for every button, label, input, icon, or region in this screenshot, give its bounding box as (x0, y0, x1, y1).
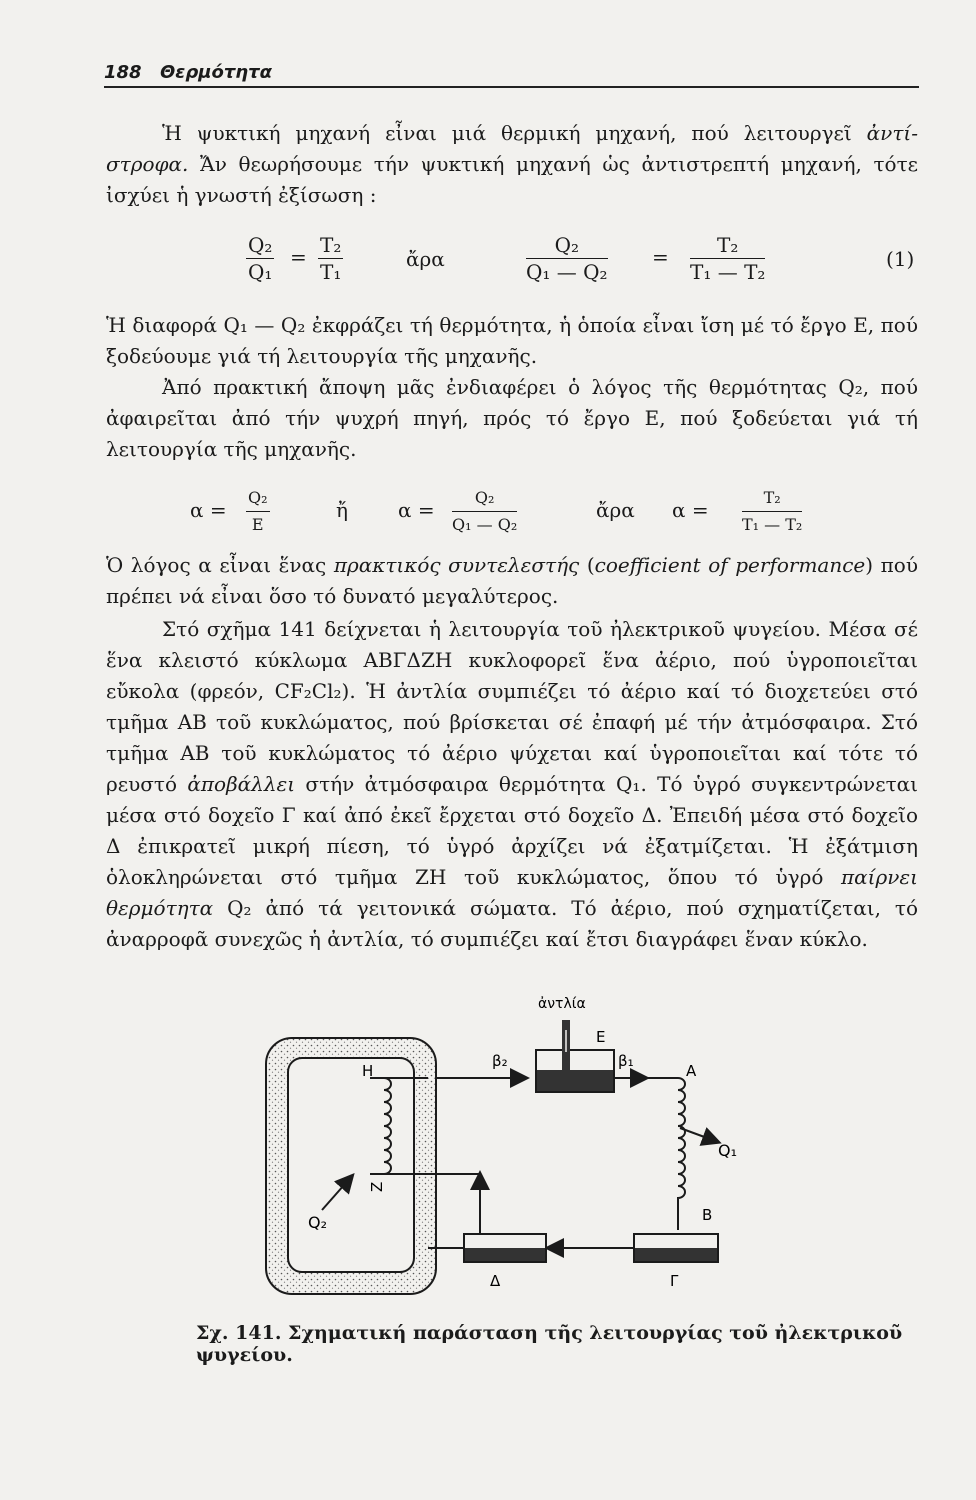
figure-paragraph: Στό σχῆμα 141 δείχνεται ἡ λειτουργία τοῦ ἠλεκτρικοῦ ψυγείου. Μέσα σέ ἕνα κλειστό κύκλωμα ΑΒΓΔΖΗ κυκλοφορεῖ ἕνα ἀέριο, πού ὑγροποιεῖται εὔκολα (φρεόν, CF₂Cl₂). Ἡ ἀντλία συμπιέζει τό ἀέριο καί τό διοχετεύει στό τμῆμα ΑΒ τοῦ κυκλώματος, πού βρίσκεται σέ ἐπαφή μέ τήν ἀτμόσφαιρα. Στό τμῆμα ΑΒ τοῦ κυκλώματος τό ἀέριο ψύχεται καί ὑγροποιεῖται καί τότε τό ρευστό ἀποβάλλει στήν ἀτμόσφαιρα θερμότητα Q₁. Τό ὑγρό συγκεντρώνεται μέσα στό δοχεῖο Γ καί ἀπό ἐκεῖ ἔρχεται στό δοχεῖο Δ. Ἐπειδή μέσα στό δοχεῖο Δ ἐπικρατεῖ μικρή πίεση, τό ὑγρό ἀρχίζει νά ἐξατμίζεται. Ἡ ἐξάτμιση ὁλοκληρώνεται στό τμῆμα ΖΗ τοῦ κυκλώματος, ὅπου τό ὑγρό παίρνει θερμότητα Q₂ ἀπό τά γειτονικά σώματα. Τό ἀέριο, πού σχηματίζεται, τό ἀναρροφᾶ συνεχῶς ἡ ἀντλία, τό συμπιέζει καί ἔτσι διαγράφει ἕναν κύκλο. (106, 617, 918, 951)
label-Delta: Δ (490, 1272, 501, 1290)
intro-text-2: Ἄν θεωρήσουμε τήν ψυκτική μηχανή ὡς ἀντιστρεπτή μηχανή, τότε ἰσχύει ἡ γνωστή ἐξίσωση : (106, 152, 918, 207)
eq2-or: ἤ (336, 498, 348, 522)
label-B: B (702, 1206, 713, 1224)
eq2-frac-t2-t1t2: $\frac{\text{T₂}}{\text{T₁ — T₂}}$ (742, 485, 802, 538)
label-Q1: Q₁ (718, 1141, 738, 1160)
figure-italic-1: ἀποβάλλει (187, 772, 296, 796)
coefficient-italic: πρακτικός συντελεστής (333, 553, 580, 577)
q1-arrow (680, 1128, 718, 1142)
eq1-number: (1) (886, 247, 915, 271)
eq1-frac-t2-t1: $\frac{\text{T₂}}{\text{T₁}}$ (320, 233, 342, 284)
refrigerator-diagram (250, 990, 750, 1315)
eq1-frac-q2-q1q2: $\frac{\text{Q₂}}{\text{Q₁ — Q₂}}$ (526, 233, 608, 284)
eq2-alpha-1: α = (190, 498, 227, 522)
label-Q2: Q₂ (308, 1213, 328, 1232)
container-gamma (634, 1234, 718, 1262)
coefficient-english: coefficient of performance (594, 553, 866, 577)
eq2-alpha-2: α = (398, 498, 435, 522)
cabinet (266, 1038, 436, 1294)
difference-paragraph: Ἡ διαφορά Q₁ — Q₂ ἐκφράζει τή θερμότητα, ἡ ὁποία εἶναι ἴση μέ τό ἔργο Ε, πού ξοδεύουμε γιά τή λειτουργία τῆς μηχανῆς. (106, 313, 918, 368)
label-Z: Z (368, 1181, 386, 1192)
page-header (104, 56, 919, 96)
label-E: E (596, 1028, 606, 1046)
section-title: Θερμότητα (160, 62, 272, 83)
eq2-frac-q2-q1q2: $\frac{\text{Q₂}}{\text{Q₁ — Q₂}}$ (452, 485, 517, 538)
eq1-ara: ἄρα (406, 247, 445, 271)
label-A: A (686, 1062, 697, 1080)
coefficient-paragraph: Ὁ λόγος α εἶναι ἕνας πρακτικός συντελεστής (coefficient of performance) πού πρέπει νά εἶναι ὅσο τό δυνατό μεγαλύτερος. (106, 553, 918, 608)
label-beta1: β₁ (618, 1052, 634, 1070)
label-H: H (362, 1062, 374, 1080)
eq1-frac-q2-q1: $\frac{\text{Q₂}}{\text{Q₁}}$ (248, 233, 273, 284)
container-delta (464, 1234, 546, 1262)
eq1-equals: = (290, 245, 307, 269)
intro-paragraph (106, 118, 918, 211)
eq1-frac-t2-t1t2: $\frac{\text{T₂}}{\text{T₁ — T₂}}$ (690, 233, 766, 284)
figure-caption: Σχ. 141. Σχηματική παράσταση τῆς λειτουργίας τοῦ ἠλεκτρικοῦ ψυγείου. (196, 1322, 903, 1366)
condenser-coil (646, 1078, 685, 1230)
header-rule (104, 86, 919, 88)
intro-text-1: Ἡ ψυκτική μηχανή εἶναι μιά θερμική μηχανή, πού λειτουργεῖ (162, 121, 867, 145)
eq2-ara: ἄρα (596, 498, 635, 522)
label-beta2: β₂ (492, 1052, 508, 1070)
figure-italic-2: παίρνει θερμότητα (106, 865, 918, 920)
page-number: 188 (104, 62, 142, 83)
eq2-alpha-3: α = (672, 498, 709, 522)
intro-italic: ἀντί-στροφα. (106, 121, 918, 176)
eq1-equals-2: = (652, 245, 669, 269)
practical-paragraph: Ἀπό πρακτική ἄποψη μᾶς ἐνδιαφέρει ὁ λόγος τῆς θερμότητας Q₂, πού ἀφαιρεῖται ἀπό τήν ψυχρή πηγή, πρός τό ἔργο Ε, πού ξοδεύεται γιά τή λειτουργία τῆς μηχανῆς. (106, 375, 918, 461)
label-pump: ἀντλία (538, 996, 586, 1012)
label-Gamma: Γ (670, 1272, 679, 1290)
eq2-frac-q2-e: $\frac{\text{Q₂}}{E}$ (246, 485, 270, 538)
